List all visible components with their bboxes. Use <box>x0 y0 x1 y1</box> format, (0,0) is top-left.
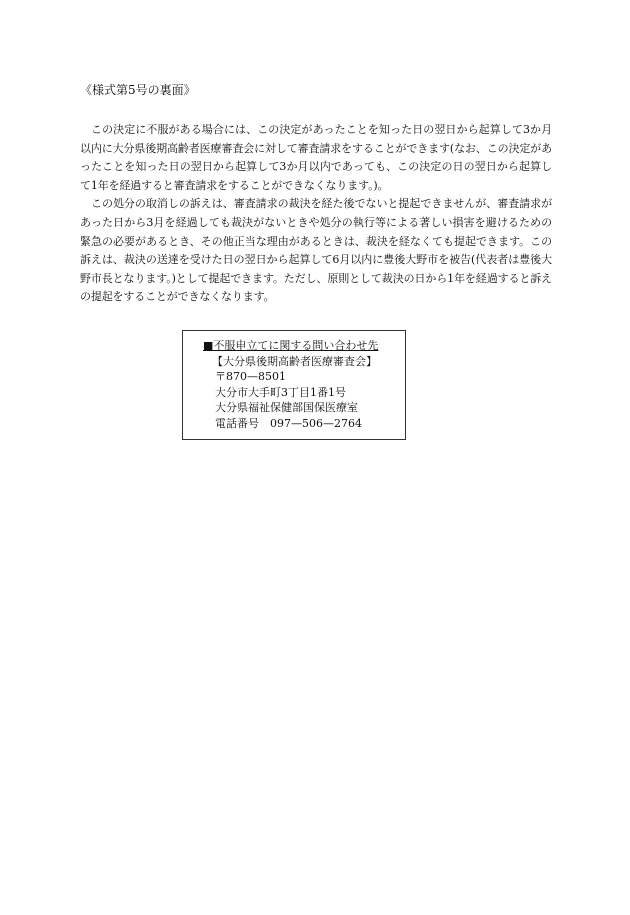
notice-body <box>80 121 552 307</box>
contact-organization: 【大分県後期高齢者医療審査会】 <box>212 354 377 368</box>
form-heading: 《様式第5号の裏面》 <box>80 83 196 97</box>
contact-postal-code: 〒870—8501 <box>215 370 286 383</box>
contact-box <box>182 330 406 440</box>
appeal-paragraph: この決定に不服がある場合には、この決定があったことを知った日の翌日から起算して3か月以内に大分県後期高齢者医療審査会に対して審査請求をすることができます(なお、この決定があったことを知った日の翌日から起算して3か月以内であっても、この決定の日の翌日から起算して1年を経過すると審査請求をすることができなくなります。)。 <box>80 123 552 192</box>
contact-address: 大分市大手町3丁目1番1号 <box>215 385 346 399</box>
contact-title: ■不服申立てに関する問い合わせ先 <box>203 339 379 352</box>
lawsuit-paragraph: この処分の取消しの訴えは、審査請求の裁決を経た後でないと提起できませんが、審査請求があった日から3月を経過しても裁決がないときや処分の執行等による著しい損害を避けるための緊急の必要があるとき、その他正当な理由があるときは、裁決を経なくても提起できます。この訴えは、裁決の送達を受けた日の翌日から起算して6月以内に豊後大野市を被告(代表者は豊後大野市長となります。)として提起できます。ただし、原則として裁決の日から1年を経過すると訴えの提起をすることができなくなります。 <box>80 197 552 304</box>
contact-phone: 電話番号 097—506—2764 <box>215 416 362 430</box>
contact-department: 大分県福祉保健部国保医療室 <box>215 401 358 414</box>
